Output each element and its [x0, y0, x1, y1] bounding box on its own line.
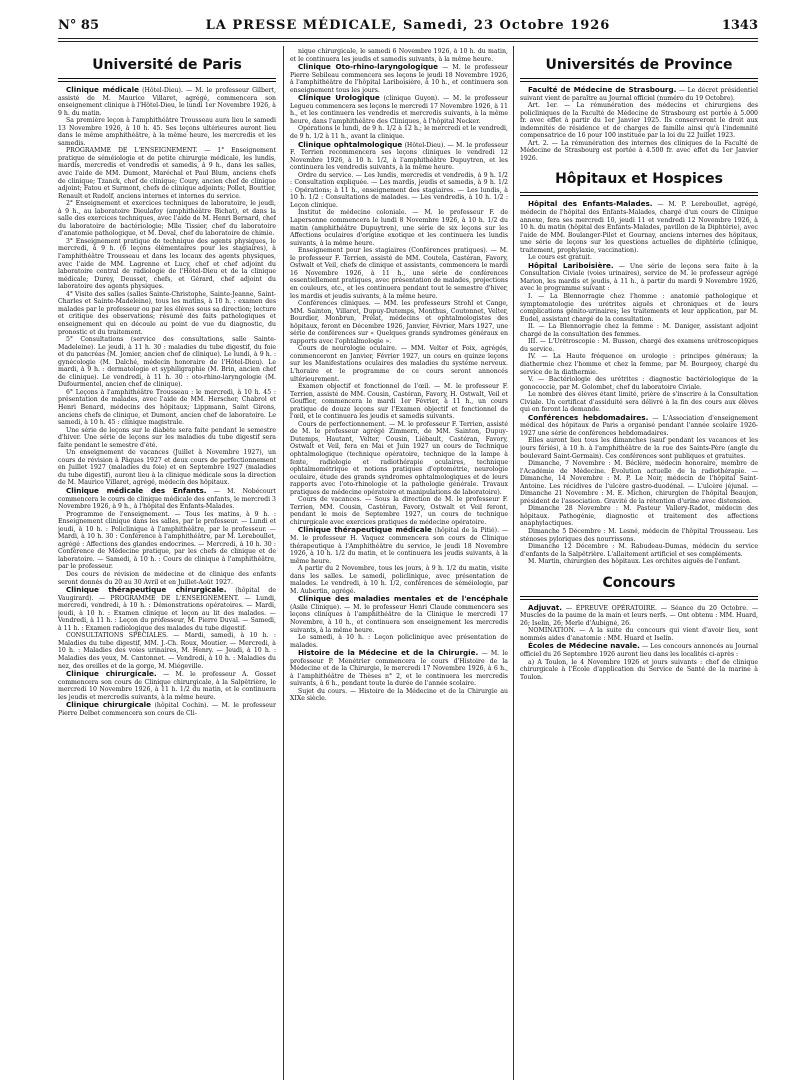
article-paragraph: [58, 200, 276, 238]
article-body: Cours de perfectionnement. — M. le professeur F. Terrien, assisté de M. le professeur agrégé Zimmern, de MM. Sainton, Dupuy-Dutemps, Hautant, Velter, Cousin, Liébault, Castéran, Favory, Ostwalt et Veil, fera en Mai et Juin 1927 un cours de Technique ophtalmologique (technique opératoire, technique de la lampe à fente, radiologie et radiothérapie oculaires, technique ophtalmométrique et notions pratiques d'optométrie, neurologie oculaire, étude des grands syndromes ophtalmologiques et de leurs rapports avec l'oto-rhinologie et la pathologie générale. Travaux pratiques de médecine opératoire et manipulations de laboratoire).: [290, 420, 508, 496]
article-body: — M. le professeur Pierre Sebileau commencera ses leçons le jeudi 18 Novembre 1926, à l'amphithéâtre de l'hôpital Lariboisière, à 10 h., et continuera son enseignement tous les jours.: [290, 64, 508, 94]
article-body: — Le décret présidentiel suivant vient de paraître au Journal officiel (numéro du 19 Octobre).: [520, 87, 758, 102]
article-paragraph: [290, 172, 508, 210]
article-body: — L'Association d'enseignement médical des hôpitaux de Paris a organisé pendant l'année scolaire 1926-1927 une série de conférences hebdomadaires.: [520, 414, 758, 437]
header-rule: [58, 38, 758, 39]
article-body: V. — Bactériologie des urétrites : diagnostic bactériologique de la gonococcie, par M. Golombet, chef du laboratoire Civiale.: [520, 376, 758, 391]
article-body: Programme de l'enseignement. — Tous les matins, à 9 h. : Enseignement clinique dans les salles, par le professeur. — Lundi et jeudi, à 10 h. : Policlinique à l'amphithéâtre, par le professeur. — Mardi, à 10 h. 30 : Conférence à l'amphithéâtre, par M. Lereboullet, agrégé : Affections des glandes endocrines. — Mercredi, à 10 h. 30 : Conférence de Médecine pratique, par les chefs de clinique et de laboratoire. — Samedi, à 10 h. : Cours de clinique à l'amphithéâtre, par le professeur.: [58, 510, 276, 571]
article-title: Conférences hebdomadaires.: [528, 412, 649, 422]
article-title: Clinique médicale: [66, 85, 139, 94]
article-paragraph: [58, 487, 276, 511]
article-paragraph: [520, 391, 758, 414]
article-title: Clinique chirurgicale: [66, 700, 152, 710]
article-paragraph: [58, 238, 276, 291]
article-body: Le cours est gratuit.: [528, 254, 592, 262]
article-body: Une série de leçons sur le diabète sera faite pendant le semestre d'hiver. Une série de leçons sur les maladies du tube digestif sera faite pendant le semestre d'été.: [58, 426, 276, 449]
section-rule: [58, 78, 276, 82]
article-body: — M. le professeur F. Terrien recommencera ses leçons cliniques le vendredi 12 Novembre 1926, à 10 h. 1/2, à l'amphithéâtre Dupuytren, et les continuera les vendredis suivants, à la même heure.: [290, 141, 508, 172]
article-body: Art. 2. — La rémunération des internes des cliniques de la Faculté de Médecine de Strasbourg est portée à 4.500 fr. avec effet du 1er Janvier 1926.: [520, 139, 758, 162]
article-body: I. — La Blennorragie chez l'homme : anatomie pathologique et symptomatologie des urétrites aiguës et chroniques et de leurs complications génito-urinaires; les traitements et leur application, par M. Eudel, assistant chargé de la consultation.: [520, 293, 758, 323]
article-body: Elles auront lieu tous les dimanches (sauf pendant les vacances et les jours fériés), à 10 h. à l'amphithéâtre de la rue des Saints-Père (angle du boulevard Saint-Germain). Ces conférences sont publiques et gratuites.: [520, 437, 758, 460]
article-body: — M. le professeur H. Vaquez commencera son cours de Clinique thérapeutique à l'Amphithéâtre du service, le jeudi 18 Novembre 1926, à 10 h. 1/2 du matin, et le continuera les jeudis suivants, à la même heure.: [290, 527, 508, 565]
section-rule: [520, 192, 758, 196]
article-subtitle: (clinique Guyon).: [383, 95, 440, 103]
article-title: Histoire de la Médecine et de la Chirurgie.: [298, 648, 479, 658]
article-body: Le nombre des élèves étant limité, prière de s'inscrire à la Consultation Civiale. Un certificat d'assiduité sera délivré à la fin des cours aux élèves qui en feront la demande.: [520, 391, 758, 414]
article-body: Cours de neurologie oculaire. — MM. Velter et Foix, agrégés, commenceront en Janvier, Février 1927, un cours en quinze leçons sur les Manifestations oculaires des maladies du système nerveux. L'horaire et le programme de ce cours seront annoncés ultérieurement.: [290, 345, 508, 383]
article-paragraph: [520, 414, 758, 438]
article-paragraph: [290, 209, 508, 247]
column-separator: [283, 46, 284, 1080]
article-body: Dimanche 12 Décembre : M. Rabudeau-Dumas, médecin du service d'enfants de la Salpêtrière. L'allaitement artificiel et ses compléments.: [520, 543, 758, 558]
column-3-articles-3: [520, 604, 758, 681]
column-3-articles-1: [520, 86, 758, 162]
column-1-articles: [58, 86, 276, 717]
article-body: Institut de médecine coloniale. — M. le professeur F. de Lapersonne commencera le lundi 8 Novembre 1926, à 10 h. 1/2 du matin (amphithéâtre Dupuytren), une série de six leçons sur les Affections oculaires d'origine exotique et les continuera les lundis suivants, à la même heure.: [290, 209, 508, 247]
article-paragraph: [520, 505, 758, 528]
article-paragraph: [520, 200, 758, 254]
article-paragraph: [520, 627, 758, 642]
article-body: Dimanche, 7 Novembre : M. Béclère, médecin honoraire, membre de l'Académie de Médecine. Évolution actuelle de la radiothérapie. — Dimanche, 14 Novembre : M. P. Le Noir, médecin de l'hôpital Saint-Antoine. Les récidives de l'ulcère gastro-duodénal. — L'ulcère jéjunal. — Dimanche 21 Novembre : M. E. Michon, chirurgien de l'hôpital Beaujon, président de l'association. Gravité de la rétention d'urine avec distension.: [520, 460, 758, 505]
article-body: nique chirurgicale, le samedi 6 Novembre 1926, à 10 h. du matin, et le continuera les jeudis et samedis suivants, à la même heure.: [290, 48, 508, 63]
issue-number: N° 85: [58, 18, 99, 33]
article-paragraph: [520, 528, 758, 543]
header-rule-2: [58, 41, 758, 42]
article-paragraph: [520, 102, 758, 140]
article-body: — Les concours annoncés au Journal officiel du 26 Septembre 1926 auront lieu dans les localités ci-après :: [520, 643, 758, 658]
article-body: Sa première leçon à l'amphithéâtre Trousseau aura lieu le samedi 13 Novembre 1926, à 10 h. 45. Ses leçons ultérieures auront lieu dans le même amphithéâtre, à la même heure, les mercredis et les samedis.: [58, 117, 276, 147]
article-paragraph: [290, 125, 508, 140]
article-body: — M. le professeur Pierre Delbet commencera son cours de Cli-: [58, 702, 276, 717]
article-paragraph: [520, 323, 758, 338]
article-paragraph: [520, 376, 758, 391]
article-body: Ordre du service. — Les lundis, mercredis et vendredis, à 9 h. 1/2 : Consultation expliquée. — Les mardis, jeudis et samedis, à 9 h. 1/2 : Opérations; à 11 h., enseignement des stagiaires. — Les lundis, à 10 h. 1/2 : Consultations de malades. — Les vendredis, à 10 h. 1/2 : Leçon clinique.: [290, 171, 508, 209]
article-paragraph: [290, 48, 508, 63]
article-paragraph: [58, 291, 276, 336]
article-paragraph: [290, 63, 508, 94]
article-paragraph: [290, 634, 508, 649]
article-title: Clinique chirurgicale.: [66, 669, 157, 679]
article-subtitle: (hôpital de la Pitié).: [434, 527, 500, 535]
article-subtitle: (hôpital de Vaugirard).: [58, 587, 276, 602]
article-body: II. — La Blennorragie chez la femme : M. Daniger, assistant adjoint chargé de la consultation des femmes.: [520, 323, 758, 338]
article-paragraph: [58, 632, 276, 670]
article-paragraph: [520, 262, 758, 293]
article-body: Un enseignement de vacances (Juillet à Novembre 1927), un cours de révision à Pâques 1927 et deux cours de perfectionnement en Juillet 1927 (maladies du foie) et en Septembre 1927 (maladies du tube digestif), auront lieu à la clinique médicale sous la direction de M. Maurice Villaret, agrégé, médecin des hôpitaux.: [58, 449, 276, 487]
article-paragraph: [520, 604, 758, 628]
article-subtitle: (hôpital Cochin).: [154, 702, 209, 710]
article-title: Clinique ophtalmologique: [298, 139, 403, 149]
column-3: [520, 48, 758, 1078]
article-paragraph: [58, 117, 276, 147]
article-body: 3° Enseignement pratique de technique des agents physiques, le mercredi, à 9 h. (6 leçons élémentaires pour les stagiaires), à l'amphithéâtre Trousseau et dans les locaux des agents physiques, avec l'aide de MM. Lagrenne et Lucy, chef et chef adjoint du laboratoire central de radiologie de l'Hôtel-Dieu et de la clinique médicale; Durey, Deusset, chefs, et Gérard, chef adjoint du laboratoire des agents physiques.: [58, 237, 276, 291]
article-body: — PROGRAMME DE L'ENSEIGNEMENT. — Lundi, mercredi, vendredi, à 10 h. : Démonstrations opératoires. — Mardi, jeudi, à 10 h. : Examen clinique et leçon au lit des malades. — Vendredi, à 11 h. : Leçon du professeur, M. Pierre Duval. — Samedi, à 11 h. : Examen radiologique des malades du tube digestif.: [58, 594, 276, 632]
section-heading: Université de Paris: [92, 57, 242, 73]
article-subtitle: (Hôtel-Dieu).: [142, 87, 183, 94]
article-body: III. — L'Urétroscopie : M. Busson, chargé des examens urétroscopiques du service.: [520, 338, 758, 353]
article-paragraph: [520, 558, 758, 566]
article-title: Clinique thérapeutique chirurgicale.: [66, 585, 227, 595]
article-body: a) A Toulon, le 4 Novembre 1926 et jours suivants : chef de clinique chirurgicale à l'École d'application du Service de Santé de la marine à Toulon.: [520, 658, 758, 681]
article-body: — Une série de leçons sera faite à la Consultation Civiale (voies urinaires), service de M. le professeur agrégé Marion, les mardis et jeudis, à 11 h., à partir du mardi 9 Novembre 1926, avec le programme suivant :: [520, 262, 758, 293]
article-title: Clinique thérapeutique médicale: [298, 525, 432, 535]
article-title: Clinique des maladies mentales et de l'encéphale: [298, 594, 508, 604]
article-paragraph: [290, 383, 508, 421]
article-paragraph: [58, 701, 276, 717]
article-body: CONSULTATIONS SPÉCIALES. — Mardi, samedi, à 10 h. : Maladies du tube digestif, MM. J.-Ch. Roux, Moutier. — Mercredi, à 10 h. : Maladies des voies urinaires, M. Henry. — Jeudi, à 10 h. : Maladies des yeux, M. Cantonnet. — Vendredi, à 10 h. : Maladies du nez, des oreilles et de la gorge, M. Miégeville.: [58, 632, 276, 670]
article-paragraph: [290, 300, 508, 345]
article-body: Conférences cliniques. — MM. les professeurs Strohl et Cange, MM. Sainton, Villaret, Dupuy-Dutemps, Monthus, Coutonnet, Velter, Bourdier, Monbrun, Prélat, médecins et ophtalmologistes des hôpitaux, feront en Décembre 1926, Janvier, Février, Mars 1927, une série de conférences sur « Quelques grands syndromes généraux en rapports avec l'ophtalmologie ».: [290, 300, 508, 345]
article-paragraph: [520, 460, 758, 505]
article-paragraph: [58, 389, 276, 427]
article-paragraph: [290, 421, 508, 496]
section-heading: Concours: [602, 574, 676, 591]
article-paragraph: [520, 140, 758, 163]
article-paragraph: [58, 571, 276, 586]
article-body: M. Martin, chirurgien des hôpitaux. Les orchites aiguës de l'enfant.: [528, 558, 741, 566]
article-paragraph: [520, 642, 758, 658]
article-subtitle: (Asile Clinique).: [290, 603, 342, 611]
article-paragraph: [290, 345, 508, 383]
article-body: PROGRAMME DE L'ENSEIGNEMENT. — 1° Enseignement pratique de séméiologie et de petite chirurgie médicale, les lundis, mardis, mercredis et vendredis et samedis, à 9 h., dans les salles, avec l'aide de MM. Dumont, Maréchal et Paul Blum, anciens chefs de clinique; Tzanck, chef de clinique; Coury, ancien chef de clinique adjoint; Fatou et Surmont, chefs de clinique adjoints; Pollet, Bouttier, Renault et Rudolf, anciens internes et internes du service.: [58, 147, 276, 200]
article-paragraph: [58, 586, 276, 632]
article-paragraph: [290, 94, 508, 125]
article-paragraph: [58, 511, 276, 571]
article-body: 5° Consultations (service des consultations, salle Sainte-Madeleine). Le jeudi, à 11 h. 30 : maladies du tube digestif, du foie et du pancréas (M. Jomier, ancien chef de clinique). Le lundi, à 9 h. : gynécologie (M. Dalché, médecin honoraire de l'Hôtel-Dieu). Le mardi, à 9 h. : dermatologie et syphiligraphie (M. Brin, ancien chef de clinique). Le vendredi, à 11 h. 30 : oto-rhino-laryngologie (M. Dufourmentel, ancien chef de clinique).: [58, 336, 276, 389]
article-body: A partir du 2 Novembre, tous les jours, à 9 h. 1/2 du matin, visite dans les salles. Le samedi, policlinique, avec présentation de malades. Le vendredi, à 10 h. 1/2, conférences de séméiologie, par M. Aubertin, agrégé.: [290, 565, 508, 595]
article-paragraph: [58, 336, 276, 389]
article-body: Sujet du cours. — Histoire de la Médecine et de la Chirurgie au XIXe siècle.: [290, 687, 508, 703]
article-body: Des cours de révision de médecine et de clinique des enfants seront donnés du 20 au 30 Avril et en Juillet-Août 1927.: [58, 571, 276, 586]
article-body: Dimanche 28 Novembre : M. Pasteur Vallery-Radot, médecin des hôpitaux. Pathogénie, diagnostic et traitement des affections anaphylactiques.: [520, 505, 758, 528]
article-title: Écoles de Médecine navale.: [528, 641, 640, 651]
column-3-articles-2: [520, 200, 758, 565]
article-body: — M. le professeur Henri Claude commencera ses leçons cliniques à l'amphithéâtre de la Clinique le mercredi 17 Novembre, à 10 h., et continuera son enseignement les mercredis suivants, à la même heure.: [290, 603, 508, 634]
article-title: Clinique Urologique: [298, 93, 380, 103]
article-body: — M. P. Lereboullet, agrégé, médecin de l'hôpital des Enfants-Malades, chargé d'un cours de Clinique annexe, fera ses mercredi 10, jeudi 11 et vendredi 12 Novembre 1926, à 10 h. du matin (hôpital des Enfants-Malades, pavillon de la Diphtérie), avec l'aide de MM. Boulanger-Pilet et Gournay, anciens internes des hôpitaux, une série de leçons sur les questions actuelles de diphtérie (clinique, traitement, prophylaxie, vaccination).: [520, 201, 758, 254]
article-paragraph: [520, 437, 758, 460]
article-paragraph: [58, 449, 276, 487]
article-body: — M. Nobécourt commencera le cours de clinique médicale des enfants, le mercredi 3 Novembre 1926, à 9 h., à l'hôpital des Enfants-Malades.: [58, 487, 276, 511]
article-body: — M. le professeur A. Gosset commencera son cours de Clinique chirurgicale, à la Salpêtrière, le mercredi 10 Novembre 1926, à 11 h. 1/2 du matin, et le continuera les jeudis et mercredis suivants, à la même heure.: [58, 671, 276, 701]
section-heading: Universités de Province: [545, 57, 733, 73]
column-separator: [513, 46, 514, 1080]
article-body: Examen objectif et fonctionnel de l'œil. — M. le professeur F. Terrien, assisté de MM. Cousin, Castéran, Favory, H. Ostwalt, Veil et Gouffier, commencera le mardi 1er Février, à 11 h., un cours pratique de douze leçons sur l'Examen objectif et fonctionnel de l'œil, et le continuera les jeudis et samedis suivants.: [290, 383, 508, 421]
article-body: Le samedi, à 10 h. : Leçon policlinique avec présentation de malades.: [290, 634, 508, 649]
article-body: Opérations le lundi, de 9 h. 1/2 à 12 h.; le mercredi et le vendredi, de 9 h. 1/2 à 11 h., avant la clinique.: [290, 125, 508, 141]
section-rule: [520, 596, 758, 600]
article-title: Faculté de Médecine de Strasbourg.: [528, 85, 677, 94]
article-title: Hôpital Lariboisière.: [528, 260, 614, 270]
article-title: Hôpital des Enfants-Malades.: [528, 199, 653, 209]
journal-title: LA PRESSE MÉDICALE, Samedi, 23 Octobre 1926: [205, 18, 611, 33]
article-paragraph: [290, 496, 508, 526]
section-heading: Hôpitaux et Hospices: [555, 171, 723, 188]
article-body: Enseignement pour les stagiaires (Conférences pratiques). — M. le professeur F. Terrien, assisté de MM. Coutela, Castéran, Favory, Ostwalt et Veil, chefs de clinique et assistants, commencera le mardi 16 Novembre 1926, à 11 h., une série de conférences essentiellement pratiques, avec présentation de malades, projections en couleurs, etc., et les continuera pendant tout le semestre d'hiver, les mardis et jeudis suivants, à la même heure.: [290, 247, 508, 300]
article-subtitle: (Hôtel-Dieu).: [404, 141, 446, 149]
article-paragraph: [290, 565, 508, 595]
column-2: [290, 48, 508, 1078]
article-paragraph: [290, 247, 508, 300]
article-body: IV. — La Haute fréquence en urologie : principes généraux; la diathermie chez l'homme et chez la femme, par M. Bourgeoy, chargé du service de la diathermie.: [520, 353, 758, 376]
article-paragraph: [290, 595, 508, 634]
article-paragraph: [290, 526, 508, 565]
column-1: [58, 48, 276, 1078]
section-rule: [520, 78, 758, 82]
article-paragraph: [520, 353, 758, 376]
article-title: Clinique médicale des Enfants.: [66, 485, 207, 495]
article-title: Clinique Oto-rhino-laryngologique: [298, 62, 439, 72]
article-body: 2° Enseignement et exercices techniques de laboratoire, le jeudi, à 9 h., au laboratoire Dieulafoy (amphithéâtre Bichat), et dans la salle des exercices techniques, avec l'aide de M. Henri Bernard, chef du laboratoire de bactériologie; Mlle Tissier, chef du laboratoire d'anatomie pathologique, et M. Deval, chef du laboratoire de chimie.: [58, 200, 276, 238]
column-2-articles: [290, 48, 508, 703]
article-paragraph: [290, 649, 508, 688]
article-paragraph: [290, 688, 508, 703]
article-body: — M. le professeur Legueu commencera ses leçons le mercredi 17 Novembre 1926, à 11 h., et les continuera les vendredis et mercredis suivants, à la même heure, dans l'amphithéâtre des Cliniques, à l'hôpital Necker.: [290, 95, 508, 125]
article-paragraph: [520, 293, 758, 323]
article-body: Art. 1er. — La rémunération des médecins et chirurgiens des policliniques de la Faculté de Médecine de Strasbourg est portée à 5.000 fr. avec effet à partir du 1er Janvier 1925. Ils conserveront le droit aux indemnités de résidence et de charges de famille ainsi qu'à l'indemnité compensatrice de 16 pour 100 instituée par la loi du 22 Juillet 1923.: [520, 102, 758, 140]
page-number: 1343: [721, 18, 758, 33]
article-paragraph: [520, 338, 758, 353]
article-paragraph: [290, 141, 508, 172]
article-body: NOMINATION. — A la suite du concours qui vient d'avoir lieu, sont nommés aides d'anatomie : MM. Huard et Iselin.: [520, 627, 758, 642]
article-paragraph: [58, 670, 276, 701]
article-paragraph: [520, 659, 758, 682]
article-paragraph: [520, 86, 758, 102]
article-paragraph: [58, 427, 276, 450]
page-header: [58, 18, 758, 36]
article-body: 6° Leçons à l'amphithéâtre Trousseau : le mercredi, à 10 h. 45 : présentation de malades, avec l'aide de MM. Herscher, Chabrol et Henri Benard, médecins des hôpitaux; Lippmann, Saint Girons, anciens chefs de clinique, et Dumont, ancien chef de laboratoire. Le samedi, à 10 h. 45 : clinique magistrale.: [58, 388, 276, 427]
article-paragraph: [58, 147, 276, 200]
article-body: Dimanche 5 Décembre : M. Lesné, médecin de l'hôpital Trousseau. Les sténoses pyloriques des nourrissons.: [520, 527, 758, 543]
article-body: — M. le professeur P. Menétrier commencera le cours d'Histoire de la Médecine et de la Chirurgie, le mercredi 17 Novembre 1926, à 6 h., à l'amphithéâtre de Thèses n° 2, et le continuera les mercredis suivants, à 6 h., pendant toute la durée de l'année scolaire.: [290, 650, 508, 688]
article-body: — M. le professeur Gilbert, assisté de M. Maurice Villaret, agrégé, commencera son enseignement clinique à l'Hôtel-Dieu, le lundi 1er Novembre 1926, à 9 h. du matin.: [58, 87, 276, 117]
article-body: — ÉPREUVE OPÉRATOIRE. — Séance du 20 Octobre. — Muscles de la paume de la main et leurs nerfs. — Ont obtenu : MM. Huard, 26; Iselin, 26; Merle d'Aubigné, 26.: [520, 604, 758, 627]
article-body: Cours de vacances. — Sous la direction de M. le professeur F. Terrien, MM. Cousin, Castéran, Favory, Ostwalt et Veil feront, pendant le mois de Septembre 1927, un cours de technique chirurgicale avec exercices pratiques de médecine opératoire.: [290, 496, 508, 526]
article-paragraph: [58, 86, 276, 117]
article-paragraph: [520, 543, 758, 558]
article-body: 4° Visite des salles (salles Sainte-Christophe, Sainte-Jeanne, Saint-Charles et Sainte-Madeleine), tous les matins, à 10 h. : examen des malades par le professeur ou par les élèves sous sa direction; lecture et critique des observations; résumé des faits pathologiques et enseignement qui en découle au point de vue du diagnostic, du pronostic et du traitement.: [58, 290, 276, 336]
article-title: Adjuvat.: [528, 602, 562, 612]
